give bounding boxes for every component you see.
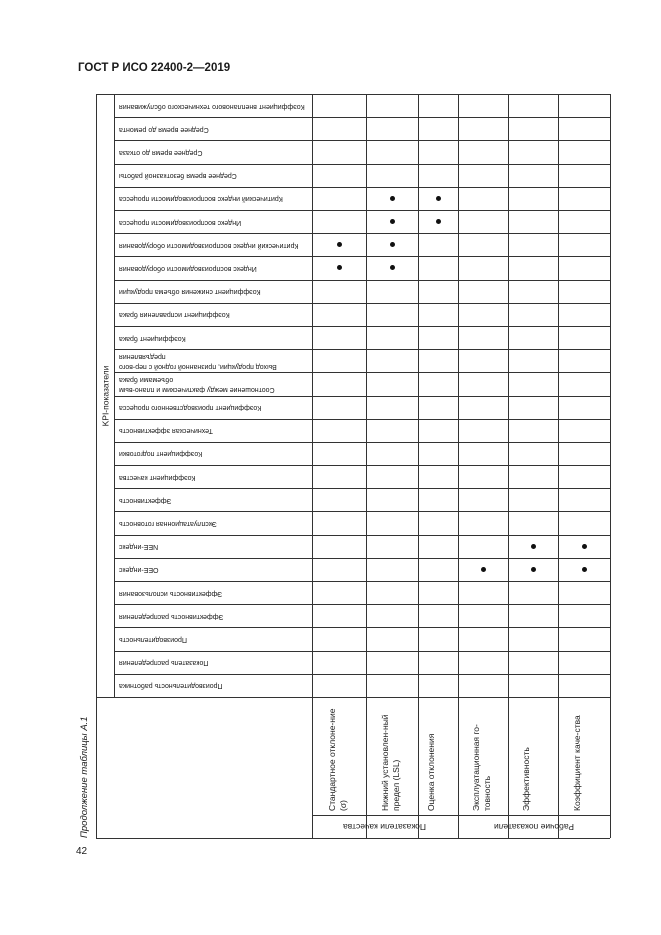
metric-label <box>115 164 312 187</box>
metric-label-text: Среднее время безотказной работы <box>119 172 237 180</box>
mark-dot <box>390 196 395 201</box>
column-header <box>508 697 558 815</box>
metric-label-text: Эффективность <box>119 496 172 504</box>
mark-dot <box>337 242 342 247</box>
metric-label <box>115 187 312 210</box>
metric-label <box>115 511 312 534</box>
mark-dot <box>582 567 587 572</box>
kpi-label-text: KPI-показатели <box>100 365 111 426</box>
column-header-text: Эффективность <box>521 747 531 811</box>
metric-label <box>115 442 312 465</box>
column-header-text: Оценка отклонения <box>426 733 436 811</box>
metric-label <box>115 674 312 697</box>
group-header-text: Показатели качества <box>343 821 427 832</box>
mark-dot <box>390 219 395 224</box>
metric-label-text: Производительность работника <box>119 682 223 690</box>
table-caption: Продолжение таблицы А.1 <box>79 716 90 838</box>
mark-dot <box>390 265 395 270</box>
grid-line <box>610 94 611 838</box>
column-header-text: Стандартное отклоне-ние (σ) <box>327 708 348 811</box>
metric-label-text: Коэффициент брака <box>119 334 186 342</box>
document-header: ГОСТ Р ИСО 22400-2—2019 <box>78 62 231 74</box>
column-header <box>458 697 508 815</box>
mark-dot <box>582 544 587 549</box>
mark-dot <box>436 219 441 224</box>
metric-label <box>115 627 312 650</box>
metric-label <box>115 117 312 140</box>
metric-label <box>115 396 312 419</box>
metric-label <box>115 280 312 303</box>
metric-label-text: Показатель распределения <box>119 659 209 667</box>
metric-label <box>115 303 312 326</box>
metric-label-text: Среднее время до ремонта <box>119 125 209 133</box>
column-header <box>366 697 418 815</box>
metric-label <box>115 94 312 117</box>
mark-dot <box>390 242 395 247</box>
metric-label <box>115 233 312 256</box>
metric-label <box>115 581 312 604</box>
metric-label-text: Коэффициент исправления брака <box>119 311 230 319</box>
column-header <box>312 697 366 815</box>
metric-label-text: Эксплуатационная готовность <box>119 520 217 528</box>
metric-label <box>115 140 312 163</box>
metric-label-text: Коэффициент качества <box>119 473 196 481</box>
metric-label-text: NEE-индекс <box>119 543 159 551</box>
metric-label-text: Техническая эффективность <box>119 427 213 435</box>
metric-label <box>115 210 312 233</box>
column-header <box>558 697 610 815</box>
metric-label-text: Выход продукции, признанной годной с пер-вого предъявления <box>119 352 277 370</box>
metric-label <box>115 488 312 511</box>
metric-label-text: Эффективность использования <box>119 589 223 597</box>
page-number: 42 <box>76 846 88 857</box>
mark-dot <box>531 544 536 549</box>
mark-dot <box>337 265 342 270</box>
metric-label-text: Коэффициент производственного процесса <box>119 404 262 412</box>
kpi-group-label <box>96 94 114 697</box>
metric-label <box>115 651 312 674</box>
metric-label-text: Производительность <box>119 636 187 644</box>
metric-label <box>115 558 312 581</box>
metric-label <box>115 326 312 349</box>
metric-label-text: Среднее время до отказа <box>119 148 203 156</box>
metric-label-text: Эффективность распределения <box>119 612 224 620</box>
grid-line <box>96 838 610 839</box>
metric-label <box>115 256 312 279</box>
metric-label <box>115 535 312 558</box>
metric-label-text: Коэффициент подготовки <box>119 450 203 458</box>
column-header-text: Коэффициент каче-ства <box>572 715 582 811</box>
metric-label-text: OEE-индекс <box>119 566 159 574</box>
metric-label-text: Индекс воспроизводимости оборудования <box>119 264 257 272</box>
metric-label-text: Соотношение между фактическим и плано-вым объемами брака <box>119 375 275 393</box>
metric-label-text: Коэффициент снижения объема продукции <box>119 288 261 296</box>
column-header-text: Эксплуатационная го-товность <box>471 724 492 811</box>
group-header <box>458 815 610 838</box>
metric-label-text: Критический индекс воспроизводимости оборудования <box>119 241 299 249</box>
metric-label <box>115 349 312 372</box>
metric-label-text: Коэффициент внепланового технического обслуживания <box>119 102 305 110</box>
metric-label <box>115 372 312 395</box>
metric-label-text: Критический индекс воспроизводимости процесса <box>119 195 283 203</box>
metric-label-text: Индекс воспроизводимости процесса <box>119 218 242 226</box>
metric-label <box>115 419 312 442</box>
mark-dot <box>531 567 536 572</box>
column-header-text: Нижний установлен-ный предел (LSL) <box>380 714 401 811</box>
metric-label <box>115 604 312 627</box>
mark-dot <box>481 567 486 572</box>
group-header <box>312 815 458 838</box>
metric-label <box>115 465 312 488</box>
mark-dot <box>436 196 441 201</box>
group-header-text: Рабочие показатели <box>493 821 575 832</box>
column-header <box>418 697 458 815</box>
